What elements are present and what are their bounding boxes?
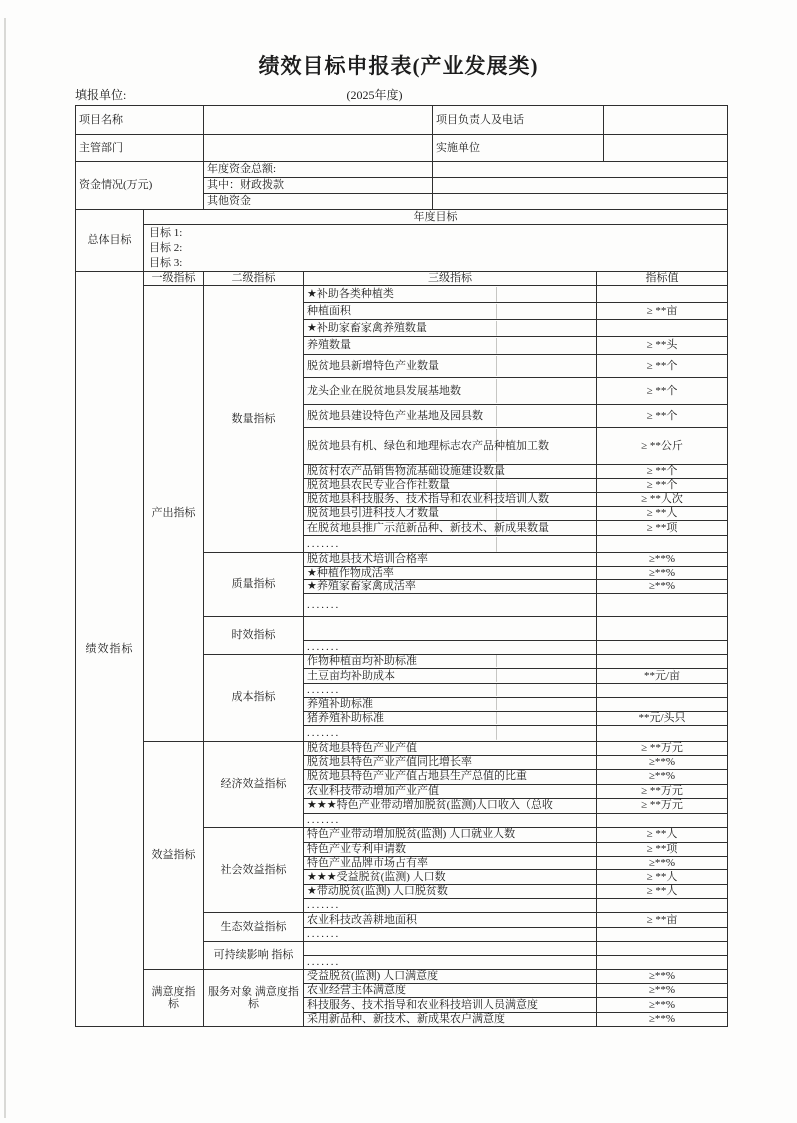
funding-fiscal-value: [433, 178, 728, 194]
indicator-target-value: ≥ **公斤: [597, 428, 728, 465]
project-manager-value: [604, 106, 728, 135]
indicator-target-value: [597, 654, 728, 668]
indicator-header-row: [76, 272, 728, 286]
indicator-target-value: [597, 617, 728, 641]
indicator-target-value: ≥**%: [597, 755, 728, 769]
indicator-target-value: ≥**%: [597, 580, 728, 594]
indicator-target-value: ≥ **个: [597, 355, 728, 378]
indicator-target-value: ≥**%: [597, 856, 728, 870]
indicator-target-value: ≥**%: [597, 984, 728, 998]
level3-indicator-name: 养殖数量: [304, 337, 597, 355]
level2-indicator-label: 经济效益指标: [204, 741, 304, 827]
table-row: [76, 210, 728, 225]
scan-edge-artifact: [4, 18, 6, 1118]
level3-indicator-name: 脱贫地县农民专业合作社数量: [304, 479, 597, 493]
indicator-target-value: ≥ **个: [597, 405, 728, 428]
level3-indicator-name: ★养殖家畜家禽成活率: [304, 580, 597, 594]
level3-indicator-name: .......: [304, 594, 597, 617]
level3-indicator-name: 作物种植亩均补助标准: [304, 654, 597, 668]
level3-indicator-name: 在脱贫地县推广示范新品种、新技术、新成果数量: [304, 521, 597, 536]
year-label: (2025年度): [346, 88, 403, 102]
column-header-1: 一级指标: [144, 272, 204, 286]
level3-indicator-name: 脱贫地县有机、绿色和地理标志农产品种植加工数: [304, 428, 597, 465]
indicator-target-value: [597, 725, 728, 741]
indicator-target-value: ≥ **亩: [597, 303, 728, 320]
level2-indicator-label: 质量指标: [204, 553, 304, 617]
level3-indicator-name: 农业经营主体满意度: [304, 984, 597, 998]
level3-indicator-name: 脱贫地县特色产业产值同比增长率: [304, 755, 597, 769]
indicator-target-value: ≥**%: [597, 1013, 728, 1027]
level3-indicator-name: [304, 942, 597, 956]
level3-indicator-name: ★★★特色产业带动增加脱贫(监测)人口收入（总收: [304, 798, 597, 813]
form-title: 绩效目标申报表(产业发展类): [258, 54, 539, 78]
indicator-target-value: [597, 956, 728, 970]
indicator-target-value: ≥ **人: [597, 885, 728, 899]
level3-indicator-name: ★带动脱贫(监测) 人口脱贫数: [304, 885, 597, 899]
level3-indicator-name: 脱贫地县科技服务、技术指导和农业科技培训人数: [304, 493, 597, 507]
level3-indicator-name: .......: [304, 928, 597, 942]
level2-indicator-label: 社会效益指标: [204, 827, 304, 913]
level3-indicator-name: 猪养殖补助标准: [304, 711, 597, 725]
indicator-table-body: [76, 272, 728, 1027]
column-header-4: 指标值: [597, 272, 728, 286]
level3-indicator-name: ★★★受益脱贫(监测) 人口数: [304, 870, 597, 885]
level3-indicator-name: 种植面积: [304, 303, 597, 320]
level3-indicator-name: 农业科技改善耕地面积: [304, 913, 597, 928]
indicator-target-value: [597, 320, 728, 337]
level3-indicator-name: 脱贫地县技术培训合格率: [304, 553, 597, 567]
funding-total-label: 年度资金总额:: [204, 162, 433, 178]
funding-total-value: [433, 162, 728, 178]
level3-indicator-name: 采用新品种、新技术、新成果农户满意度: [304, 1013, 597, 1027]
funding-fiscal-label: 其中：财政拨款: [204, 178, 433, 194]
indicator-target-value: [597, 286, 728, 303]
indicator-target-value: [597, 536, 728, 553]
table-row: [76, 106, 728, 135]
indicator-target-value: ≥**%: [597, 553, 728, 567]
level3-indicator-name: 脱贫地县建设特色产业基地及园县数: [304, 405, 597, 428]
level1-indicator-label: 满意度指标: [144, 970, 204, 1027]
goal-2: 目标 2:: [149, 241, 183, 254]
level2-indicator-label: 数量指标: [204, 286, 304, 553]
indicator-target-value: ≥ **亩: [597, 913, 728, 928]
level3-indicator-name: .......: [304, 725, 597, 741]
level1-indicator-label: 效益指标: [144, 741, 204, 970]
indicator-target-value: [597, 899, 728, 913]
indicator-target-value: ≥ **万元: [597, 798, 728, 813]
goal-3: 目标 3:: [149, 256, 183, 269]
level2-indicator-label: 时效指标: [204, 617, 304, 655]
indicator-target-value: ≥**%: [597, 566, 728, 580]
indicator-target-value: ≥ **万元: [597, 784, 728, 798]
indicator-target-value: [597, 641, 728, 655]
indicator-target-value: [597, 813, 728, 827]
level3-indicator-name: 特色产业品牌市场占有率: [304, 856, 597, 870]
indicator-table: [75, 271, 728, 1027]
indicator-target-value: ≥ **头: [597, 337, 728, 355]
level3-indicator-name: ★种植作物成活率: [304, 566, 597, 580]
overall-goal-label: 总体目标: [76, 210, 144, 272]
level3-indicator-name: ★补助家畜家禽养殖数量: [304, 320, 597, 337]
level1-indicator-label: 产出指标: [144, 286, 204, 742]
indicator-target-value: ≥**%: [597, 970, 728, 984]
indicator-target-value: [597, 594, 728, 617]
level2-indicator-label: 可持续影响 指标: [204, 942, 304, 970]
indicator-target-value: [597, 697, 728, 711]
level3-indicator-name: .......: [304, 813, 597, 827]
funding-label: 资金情况(万元): [76, 162, 204, 210]
indicator-target-value: [597, 942, 728, 956]
table-row: [76, 135, 728, 162]
level3-indicator-name: 脱贫地县引进科技人才数量: [304, 507, 597, 521]
level3-indicator-name: 土豆亩均补助成本: [304, 668, 597, 683]
level3-indicator-name: .......: [304, 641, 597, 655]
project-manager-label: 项目负责人及电话: [433, 106, 604, 135]
indicator-target-value: ≥**%: [597, 998, 728, 1013]
indicator-target-value: ≥ **人: [597, 870, 728, 885]
level3-indicator-name: 脱贫地县新增特色产业数量: [304, 355, 597, 378]
indicator-target-value: ≥ **人次: [597, 493, 728, 507]
indicator-target-value: ≥ **个: [597, 465, 728, 479]
level3-indicator-name: 脱贫地县特色产业产值: [304, 741, 597, 755]
form-body: [75, 105, 727, 1027]
indicator-target-value: ≥ **人: [597, 507, 728, 521]
indicator-target-value: [597, 683, 728, 697]
level3-indicator-name: ★补助各类种植类: [304, 286, 597, 303]
supervisor-dept-label: 主管部门: [76, 135, 204, 162]
level2-indicator-label: 生态效益指标: [204, 913, 304, 942]
indicator-target-value: ≥ **个: [597, 479, 728, 493]
level3-indicator-name: 特色产业带动增加脱贫(监测) 人口就业人数: [304, 827, 597, 842]
indicator-row: [76, 741, 728, 755]
level3-indicator-name: [304, 617, 597, 641]
indicator-target-value: ≥ **项: [597, 521, 728, 536]
goal-lines-cell: [144, 225, 728, 272]
level3-indicator-name: 脱贫村农产品销售物流基础设施建设数量: [304, 465, 597, 479]
project-info-table: [75, 105, 728, 210]
reporting-unit-label: 填报单位:: [75, 88, 127, 102]
table-row: [76, 225, 728, 272]
level3-indicator-name: .......: [304, 956, 597, 970]
level3-indicator-name: 农业科技带动增加产业产值: [304, 784, 597, 798]
level3-indicator-name: 受益脱贫(监测) 人口满意度: [304, 970, 597, 984]
level3-indicator-name: .......: [304, 683, 597, 697]
overall-goal-table: [75, 209, 728, 272]
level3-indicator-name: 科技服务、技术指导和农业科技培训人员满意度: [304, 998, 597, 1013]
level3-indicator-name: 养殖补助标准: [304, 697, 597, 711]
indicator-target-value: ≥ **个: [597, 378, 728, 405]
column-header-2: 二级指标: [204, 272, 304, 286]
level3-indicator-name: 脱贫地县特色产业产值占地县生产总值的比重: [304, 769, 597, 784]
table-row: [76, 162, 728, 178]
indicator-target-value: ≥ **项: [597, 842, 728, 856]
indicator-row: [76, 970, 728, 984]
indicator-target-value: ≥**%: [597, 769, 728, 784]
level3-indicator-name: .......: [304, 899, 597, 913]
project-name-value: [204, 106, 433, 135]
performance-indicator-side-label: 绩效指标: [76, 272, 144, 1027]
indicator-target-value: [597, 928, 728, 942]
project-name-label: 项目名称: [76, 106, 204, 135]
level2-indicator-label: 服务对象 满意度指标: [204, 970, 304, 1027]
implementing-unit-label: 实施单位: [433, 135, 604, 162]
goal-1: 目标 1:: [149, 226, 183, 239]
funding-other-value: [433, 194, 728, 210]
indicator-target-value: **元/亩: [597, 668, 728, 683]
indicator-target-value: ≥ **人: [597, 827, 728, 842]
supervisor-dept-value: [204, 135, 433, 162]
annual-goal-header: 年度目标: [144, 210, 728, 225]
indicator-target-value: **元/头只: [597, 711, 728, 725]
level3-indicator-name: 龙头企业在脱贫地县发展基地数: [304, 378, 597, 405]
level3-indicator-name: .......: [304, 536, 597, 553]
funding-other-label: 其他资金: [204, 194, 433, 210]
indicator-target-value: ≥ **万元: [597, 741, 728, 755]
implementing-unit-value: [604, 135, 728, 162]
column-header-3: 三级指标: [304, 272, 597, 286]
indicator-row: [76, 286, 728, 303]
level2-indicator-label: 成本指标: [204, 654, 304, 741]
level3-indicator-name: 特色产业专利申请数: [304, 842, 597, 856]
form-meta-line: [75, 86, 727, 104]
